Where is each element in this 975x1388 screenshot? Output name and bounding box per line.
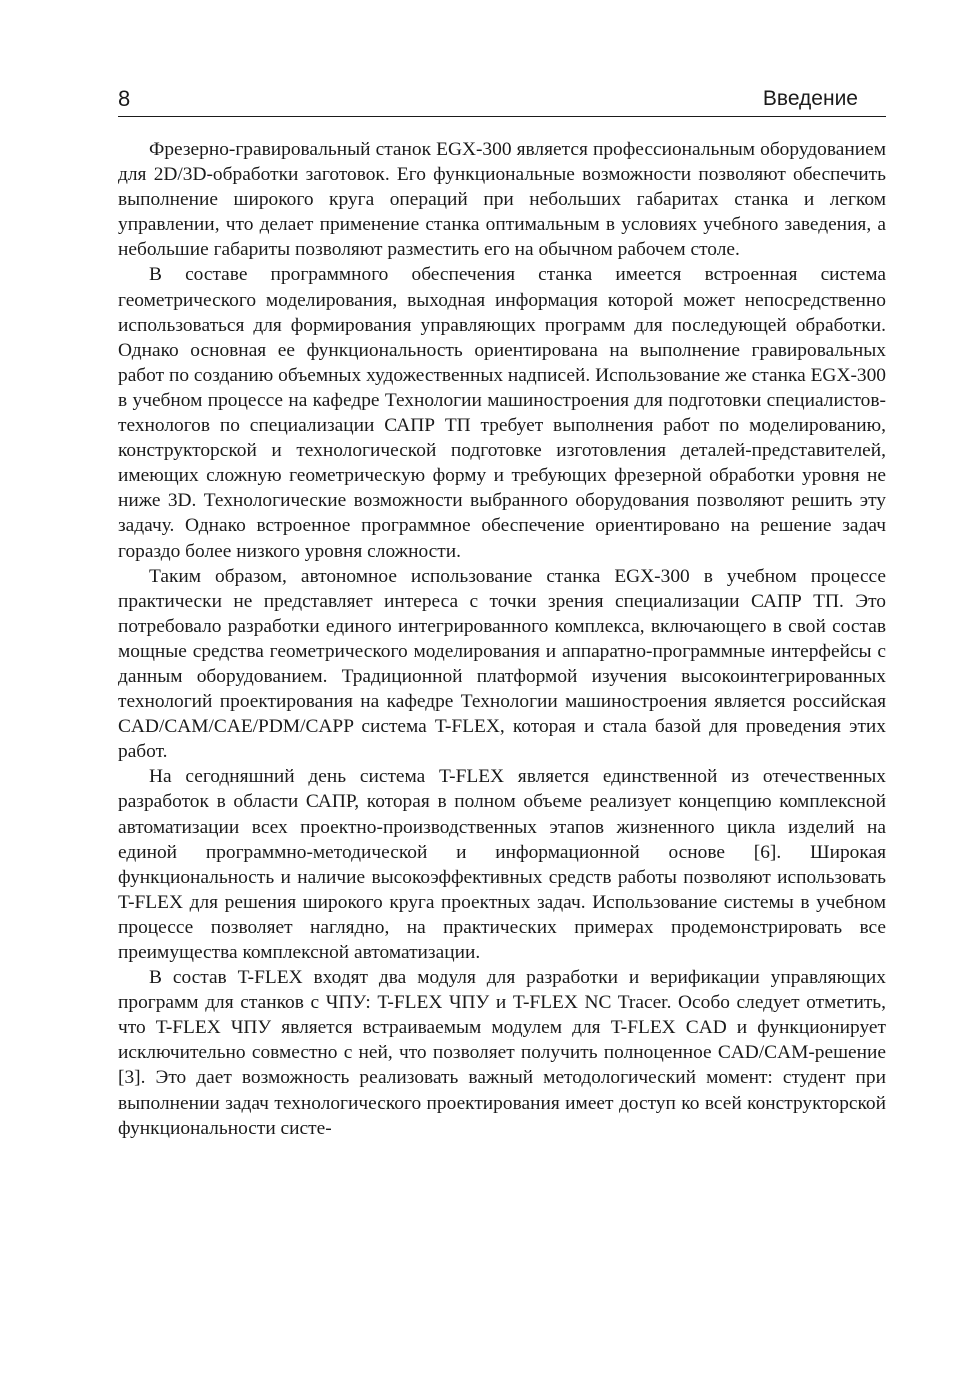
body-text xyxy=(118,137,886,1141)
page-number: 8 xyxy=(118,86,131,111)
paragraph: Таким образом, автономное использование станка EGX-300 в учебном процессе практически не представляет интереса с точки зрения специализации САПР ТП. Это потребовало разработки единого интегрированного комплекса, включающего в свой состав мощные средства геометрического моделирования и аппаратно-программные интерфейсы с данным оборудованием. Традиционной платформой изучения высокоинтегрированных технологий проектирования на кафедре Технологии машиностроения является российская CAD/CAM/CAE/PDM/CAPP система T-FLEX, которая и стала базой для проведения этих работ. xyxy=(118,565,886,763)
paragraph: Фрезерно-гравировальный станок EGX-300 является профессиональным оборудованием для 2D/3D-обработки заготовок. Его функциональные возможности позволяют обеспечить выполнение широкого круга операций при небольших габаритах станка и легком управлении, что делает применение станка оптимальным в условиях учебного заведения, а небольшие габариты позволяют разместить его на обычном рабочем столе. xyxy=(118,139,886,261)
paragraph: В состав T-FLEX входят два модуля для разработки и верификации управляющих программ для станков с ЧПУ: T-FLEX ЧПУ и T-FLEX NC Tracer. Особо следует отметить, что T-FLEX ЧПУ является встраиваемым модулем для T-FLEX CAD и функционирует исключительно совместно с ней, что позволяет получить полноценное CAD/CAM-решение [3]. Это дает возможность реализовать важный методологический момент: студент при выполнении задач технологического проектирования имеет доступ ко всей конструкторской функциональности систе- xyxy=(118,967,886,1139)
running-header xyxy=(118,86,886,117)
section-title: Введение xyxy=(762,87,858,110)
paragraph: В составе программного обеспечения станка имеется встроенная система геометрического моделирования, выходная информация которой может непосредственно использоваться для формирования управляющих программ для последующей обработки. Однако основная ее функциональность ориентирована на выполнение гравировальных работ по созданию объемных художественных надписей. Использование же станка EGX-300 в учебном процессе на кафедре Технологии машиностроения для подготовки специалистов-технологов по специализации САПР ТП требует выполнения работ по моделированию, конструкторской и технологической подготовке изготовления деталей-представителей, имеющих сложную геометрическую форму и требующих фрезерной обработки уровня не ниже 3D. Технологические возможности выбранного оборудования позволяют решить эту задачу. Однако встроенное программное обеспечение ориентировано на решение задач гораздо более низкого уровня сложности. xyxy=(118,264,886,562)
paragraph: На сегодняшний день система T-FLEX является единственной из отечественных разработок в области САПР, которая в полном объеме реализует концепцию комплексной автоматизации всех проектно-производственных этапов жизненного цикла изделий на единой программно-методической и информационной основе [6]. Широкая функциональность и наличие высокоэффективных средств работы позволяют использовать T-FLEX для решения широкого круга проектных задач. Использование системы в учебном процессе позволяет наглядно, на практических примерах продемонстрировать все преимущества комплексной автоматизации. xyxy=(118,766,886,963)
